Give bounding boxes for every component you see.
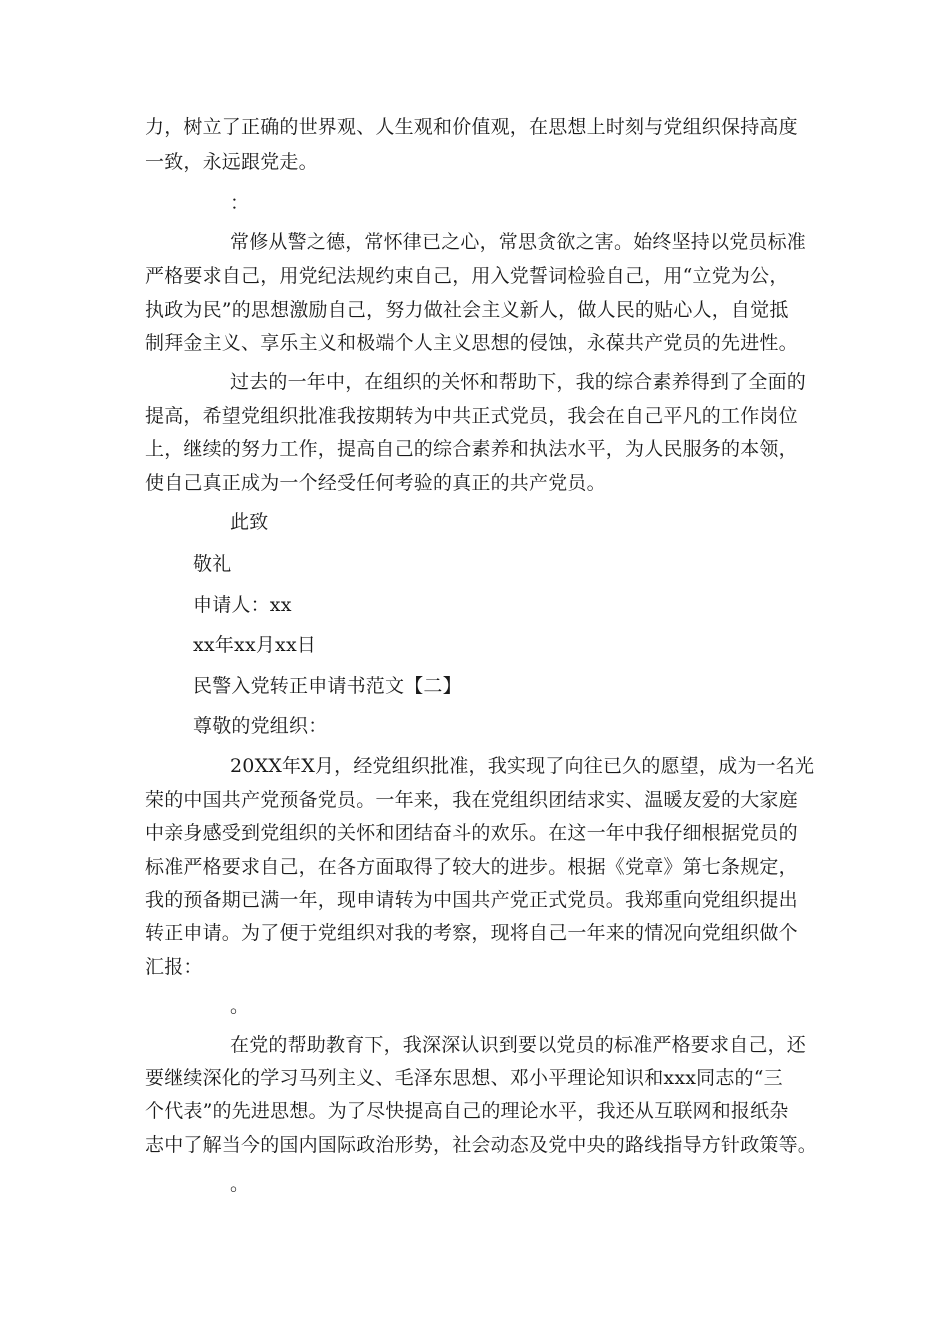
applicant-name: 申请人：xx bbox=[193, 594, 292, 616]
text-line: 力，树立了正确的世界观、人生观和价值观，在思想上时刻与党组织保持高度 bbox=[145, 116, 798, 138]
text-line: 执政为民”的思想激励自己，努力做社会主义新人，做人民的贴心人，自觉抵 bbox=[145, 299, 789, 321]
application-date: xx年xx月xx日 bbox=[193, 634, 317, 656]
text-line: 一致，永远跟党走。 bbox=[145, 151, 318, 173]
closing-salutation: 此致 bbox=[230, 511, 269, 533]
text-line: 过去的一年中，在组织的关怀和帮助下，我的综合素养得到了全面的 bbox=[230, 371, 807, 393]
text-line: 。 bbox=[230, 995, 250, 1017]
closing-regards: 敬礼 bbox=[193, 553, 232, 575]
text-line: ： bbox=[230, 192, 250, 214]
text-line: 提高，希望党组织批准我按期转为中共正式党员，我会在自己平凡的工作岗位 bbox=[145, 405, 798, 427]
text-line: 要继续深化的学习马列主义、毛泽东思想、邓小平理论知识和xxx同志的“三 bbox=[145, 1067, 783, 1089]
section-heading: 民警入党转正申请书范文【二】 bbox=[193, 675, 462, 697]
text-line: 严格要求自己，用党纪法规约束自己，用入党誓词检验自己，用“立党为公， bbox=[145, 265, 789, 287]
text-line: 标准严格要求自己，在各方面取得了较大的进步。根据《党章》第七条规定， bbox=[145, 856, 798, 878]
text-line: 在党的帮助教育下，我深深认识到要以党员的标准严格要求自己，还 bbox=[230, 1034, 807, 1056]
text-line: 制拜金主义、享乐主义和极端个人主义思想的侵蚀，永葆共产党员的先进性。 bbox=[145, 332, 798, 354]
text-line: 。 bbox=[230, 1173, 250, 1195]
text-line: 荣的中国共产党预备党员。一年来，我在党组织团结求实、温暖友爱的大家庭 bbox=[145, 789, 798, 811]
text-line: 志中了解当今的国内国际政治形势，社会动态及党中央的路线指导方针政策等。 bbox=[145, 1134, 818, 1156]
text-line: 使自己真正成为一个经受任何考验的真正的共产党员。 bbox=[145, 472, 606, 494]
text-line: 常修从警之德，常怀律已之心，常思贪欲之害。始终坚持以党员标准 bbox=[230, 231, 807, 253]
text-line: 汇报： bbox=[145, 956, 203, 978]
text-line: 个代表”的先进思想。为了尽快提高自己的理论水平，我还从互联网和报纸杂 bbox=[145, 1100, 789, 1122]
text-line: 中亲身感受到党组织的关怀和团结奋斗的欢乐。在这一年中我仔细根据党员的 bbox=[145, 822, 798, 844]
text-line: 转正申请。为了便于党组织对我的考察，现将自己一年来的情况向党组织做个 bbox=[145, 922, 798, 944]
text-line: 20XX年X月，经党组织批准，我实现了向往已久的愿望，成为一名光 bbox=[230, 755, 815, 777]
greeting: 尊敬的党组织： bbox=[193, 715, 328, 737]
text-line: 我的预备期已满一年，现申请转为中国共产党正式党员。我郑重向党组织提出 bbox=[145, 889, 798, 911]
text-line: 上，继续的努力工作，提高自己的综合素养和执法水平，为人民服务的本领， bbox=[145, 438, 798, 460]
